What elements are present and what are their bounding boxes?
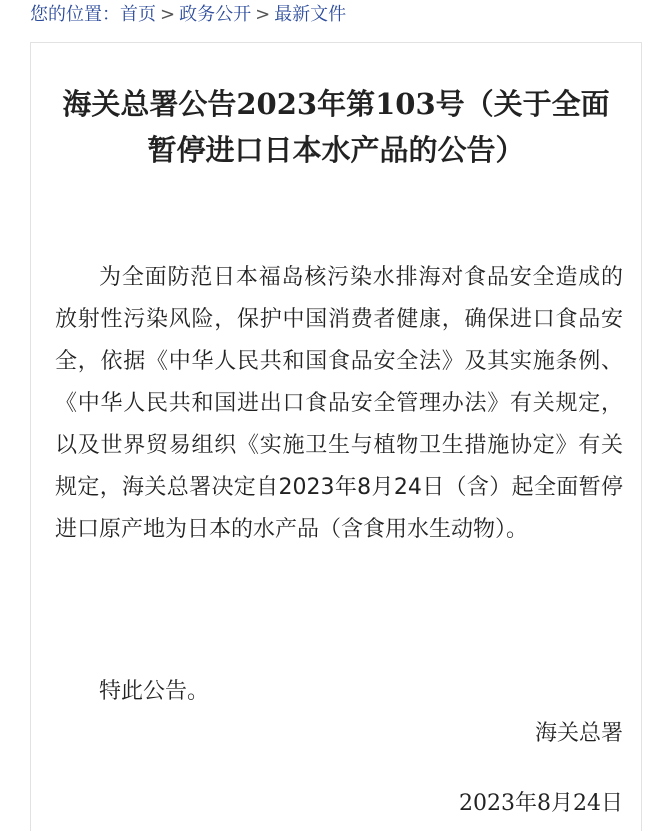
- article-signer: 海关总署: [534, 721, 623, 746]
- breadcrumb-latest-files-link[interactable]: 最新文件: [274, 4, 347, 25]
- breadcrumb-gov-affairs-link[interactable]: 政务公开: [179, 4, 252, 25]
- article-panel: [30, 42, 642, 831]
- breadcrumb-separator: >: [255, 4, 271, 25]
- article-closing: 特此公告。: [99, 679, 210, 704]
- breadcrumb-label: 您的位置：: [30, 4, 120, 25]
- article-date: 2023年8月24日: [459, 791, 623, 816]
- breadcrumb-separator: >: [160, 4, 176, 25]
- breadcrumb: [30, 2, 346, 28]
- article-body: 为全面防范日本福岛核污染水排海对食品安全造成的放射性污染风险，保护中国消费者健康，确保进口食品安全，依据《中华人民共和国食品安全法》及其实施条例、《中华人民共和国进出口食品安全管理办法》有关规定，以及世界贸易组织《实施卫生与植物卫生措施协定》有关规定，海关总署决定自2023年8月24日（含）起全面暂停进口原产地为日本的水产品（含食用水生动物）。: [55, 265, 623, 542]
- breadcrumb-home-link[interactable]: 首页: [120, 4, 156, 25]
- article-title: 海关总署公告2023年第103号（关于全面暂停进口日本水产品的公告）: [62, 87, 610, 167]
